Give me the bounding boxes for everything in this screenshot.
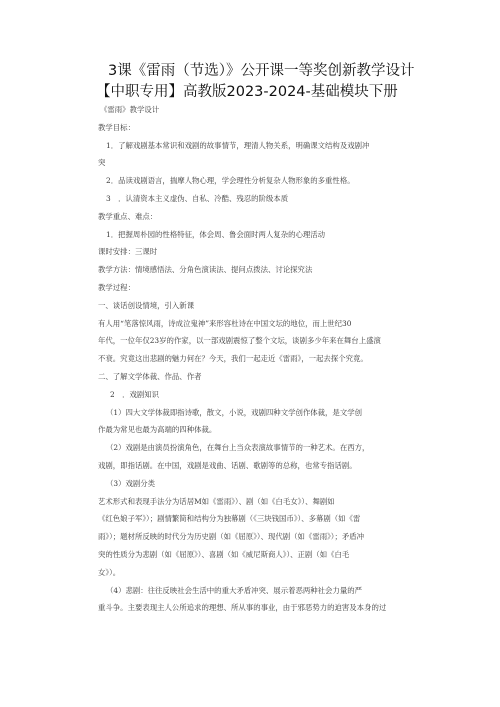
doc-line: 艺术形式和表现手法分为话居M如《雷雨》）、剧（如《白毛女》）、舞剧如	[98, 496, 335, 506]
doc-line: 女》）。	[98, 567, 121, 577]
doc-line: 2 ．戏剧知识	[110, 389, 160, 399]
doc-line: 突的性质分为悲剧（如《屈原》）、喜剧（如《威尼斯商人》）、正剧（如《白毛	[98, 549, 350, 559]
page-title: 3课《雷雨（节选）》公开课一等奖创新教学设计【中职专用】高教版2023-2024-基础模块下册	[96, 63, 415, 100]
document-body	[98, 101, 434, 617]
doc-line: （3）戏剧分类	[106, 478, 156, 488]
doc-line: 一、谈话创设情境，引入新课	[98, 300, 195, 310]
doc-line: （4）悲剧：往往反映社会生活中的重大矛盾冲突、展示着恶两种社会力量的严	[106, 585, 362, 595]
doc-line: 课时安排：三课时	[98, 247, 158, 257]
doc-line: 戏剧，即指话剧。在中国，戏剧是戏曲、话剧、歌剧等的总称，也常专指话剧。	[98, 460, 357, 470]
doc-line: 1．了解戏剧基本常识和戏剧的故事情节，理清人物关系，明确课文结构及戏剧冲	[106, 140, 370, 150]
doc-line: （2）戏剧是由演员扮演角色，在舞台上当众表演故事情节的一种艺术。在西方，	[106, 443, 370, 453]
doc-line: 重斗争。主要表现主人公所追求的理想、所从事的事业，由于邪恶势力的迫害及本身的过	[98, 603, 387, 613]
doc-line: 教学重点、难点：	[98, 211, 158, 221]
doc-line: 不衰。究竟这出悲剧的魅力何在？今天，我们一起走近《雷雨》，一起去探个究竟。	[98, 354, 368, 364]
doc-line: 1．把握周朴园的性格特征，体会周、鲁会面时两人复杂的心理活动	[106, 229, 326, 239]
doc-line: 有人用“笔落惊风雨，诗成泣鬼神”来形容杜诗在中国文坛的地位，而上世纪30	[98, 318, 352, 328]
doc-line: 教学过程：	[98, 282, 135, 292]
doc-line: 《雷雨》教学设计	[100, 105, 160, 114]
doc-line: 教学方法：情境感悟法、分角色演读法、提问点拨法、讨论探究法	[98, 265, 313, 275]
doc-line: 《红色娘子军》）；剧情繁简和结构分为独幕剧（《三块钱国币》）、多幕剧（如《雷	[98, 514, 361, 524]
doc-line: 2．品读戏剧语言，揣摩人物心理，学会理性分析复杂人物形象的多重性格。	[106, 176, 355, 186]
doc-line: 教学目标：	[98, 122, 135, 132]
doc-line: 年代，一位年仅23岁的作家，以一部戏剧震惊了整个文坛，谈剧多少年来在舞台上盛演	[98, 336, 381, 346]
doc-line: 3 ．认清资本主义虚伪、自私、冷酷、残忍的阶级本质	[106, 193, 289, 203]
doc-line: 作最为常见也最为高端的四种体裁。	[98, 425, 217, 435]
doc-line: （1）四大文学体裁即指诗歌，散文，小说，戏剧四种文学创作体裁，是文学创	[106, 407, 362, 417]
doc-line: 二、了解文学体裁、作品、作者	[98, 371, 202, 381]
doc-line: 突	[98, 158, 106, 168]
doc-line: 雨》）；题材所反映的时代分为历史剧（如《屈原》）、现代剧（如《雷雨》）；矛盾冲	[98, 532, 365, 542]
